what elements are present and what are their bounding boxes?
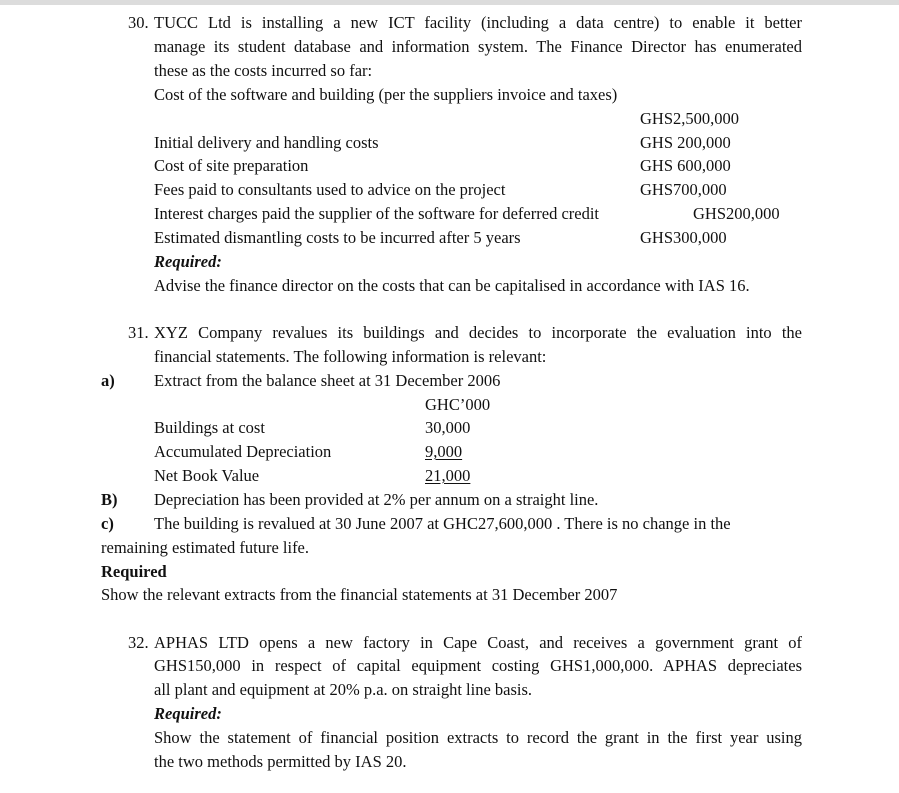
q30-number: 30. — [128, 13, 149, 32]
q31-row-label: Net Book Value — [154, 466, 260, 485]
q31-part-c-marker: c) — [101, 514, 114, 533]
q31-extract-title: Extract from the balance sheet at 31 December 2006 — [154, 371, 501, 390]
q31-row-value: 21,000 — [425, 466, 471, 485]
q30-item-amount: GHS700,000 — [640, 180, 727, 199]
q30-item-amount: GHS200,000 — [693, 204, 780, 223]
q30-item-label: Cost of site preparation — [154, 156, 309, 175]
page-top-border — [0, 0, 899, 5]
q31-required-text: Show the relevant extracts from the financial statements at 31 December 2007 — [101, 585, 618, 604]
q31-row-label: Buildings at cost — [154, 418, 265, 437]
q31-required-label: Required — [101, 562, 167, 581]
q31-unit-header: GHC’000 — [425, 395, 491, 414]
q30-intro-line-3: these as the costs incurred so far: — [154, 61, 373, 80]
q30-required-label: Required: — [154, 252, 222, 271]
q31-number: 31. — [128, 323, 149, 342]
q31-part-c-continuation: remaining estimated future life. — [101, 538, 310, 557]
q30-item-amount: GHS 200,000 — [640, 133, 731, 152]
q31-part-c-text: The building is revalued at 30 June 2007 at GHC27,600,000 . There is no change in the — [154, 514, 731, 533]
q32-required-label: Required: — [154, 704, 222, 723]
q30-item-amount: GHS 600,000 — [640, 156, 731, 175]
q32-intro-line-3: all plant and equipment at 20% p.a. on straight line basis. — [154, 680, 533, 699]
q30-item-label: Interest charges paid the supplier of the software for deferred credit — [154, 204, 600, 223]
q32-number: 32. — [128, 633, 149, 652]
q31-intro-line-2: financial statements. The following information is relevant: — [154, 347, 547, 366]
q31-row-value: 30,000 — [425, 418, 471, 437]
q31-part-b-marker: B) — [101, 490, 118, 509]
q30-required-text: Advise the finance director on the costs that can be capitalised in accordance with IAS 16. — [154, 276, 750, 295]
q30-software-amount: GHS2,500,000 — [640, 109, 740, 128]
q30-item-label: Initial delivery and handling costs — [154, 133, 379, 152]
q30-intro-line-2: manage its student database and information system. The Finance Director has enumerated — [154, 37, 802, 56]
q31-row-label: Accumulated Depreciation — [154, 442, 332, 461]
q31-part-a-marker: a) — [101, 371, 115, 390]
q30-item-label: Fees paid to consultants used to advice on the project — [154, 180, 506, 199]
q30-intro-line-1: TUCC Ltd is installing a new ICT facility (including a data centre) to enable it better — [154, 13, 802, 32]
q32-required-line-2: the two methods permitted by IAS 20. — [154, 752, 407, 771]
q30-item-amount: GHS300,000 — [640, 228, 727, 247]
q30-software-label: Cost of the software and building (per the suppliers invoice and taxes) — [154, 85, 618, 104]
q32-required-line-1: Show the statement of financial position extracts to record the grant in the first year using — [154, 728, 802, 747]
q32-intro-line-1: APHAS LTD opens a new factory in Cape Coast, and receives a government grant of — [154, 633, 802, 652]
q32-intro-line-2: GHS150,000 in respect of capital equipment costing GHS1,000,000. APHAS depreciates — [154, 656, 802, 675]
q31-intro-line-1: XYZ Company revalues its buildings and decides to incorporate the evaluation into the — [154, 323, 802, 342]
q31-row-value: 9,000 — [425, 442, 463, 461]
q31-part-b-text: Depreciation has been provided at 2% per annum on a straight line. — [154, 490, 599, 509]
q30-item-label: Estimated dismantling costs to be incurred after 5 years — [154, 228, 521, 247]
